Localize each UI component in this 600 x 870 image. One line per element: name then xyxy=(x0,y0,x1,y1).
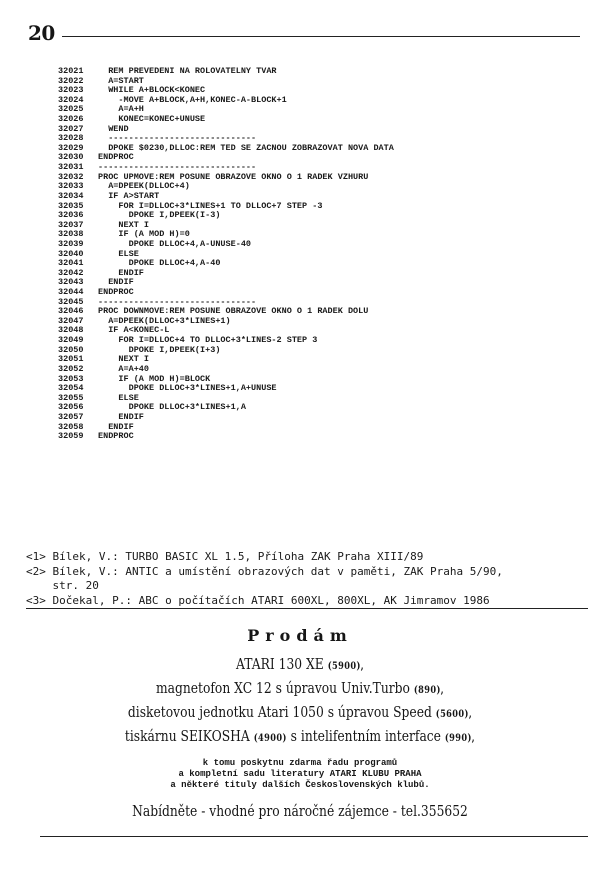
line-number: 32026 xyxy=(58,114,84,125)
code-text: DPOKE DLLOC+3*LINES+1,A xyxy=(98,402,246,413)
line-number: 32033 xyxy=(58,181,84,192)
code-text: A=DPEEK(DLLOC+3*LINES+1) xyxy=(98,315,231,326)
page-number: 20 xyxy=(28,21,55,45)
ad-item-price: (4900) xyxy=(253,733,287,744)
code-text: NEXT I xyxy=(98,219,150,230)
code-text: DPOKE DLLOC+3*LINES+1,A+UNUSE xyxy=(98,383,277,394)
line-number: 32030 xyxy=(58,152,84,163)
reference-line: str. 20 xyxy=(26,579,99,592)
line-number: 32021 xyxy=(58,66,84,76)
code-listing xyxy=(58,67,558,442)
code-text: WHILE A+BLOCK<KONEC xyxy=(98,85,206,96)
line-number: 32041 xyxy=(58,258,84,269)
ad-item-text: tiskárnu SEIKOSHA xyxy=(124,727,250,745)
code-text: ----------------------------- xyxy=(98,133,257,144)
line-number: 32057 xyxy=(58,411,84,422)
page-header xyxy=(28,22,580,44)
line-number: 32054 xyxy=(58,383,84,394)
code-text: IF (A MOD H)=BLOCK xyxy=(98,373,211,384)
ad-item-price: (890), xyxy=(413,685,445,696)
code-text: DPOKE DLLOC+4,A-UNUSE-40 xyxy=(98,238,252,249)
line-number: 32045 xyxy=(58,296,84,307)
code-text: ENDIF xyxy=(98,267,144,278)
line-number: 32028 xyxy=(58,133,84,144)
line-number: 32059 xyxy=(58,431,84,442)
code-text: ENDIF xyxy=(98,277,134,288)
line-number: 32050 xyxy=(58,344,84,355)
line-number: 32038 xyxy=(58,229,84,240)
code-text: WEND xyxy=(98,123,129,134)
ad-item-text: ATARI 130 XE xyxy=(235,655,324,673)
code-text: DPOKE $0230,DLLOC:REM TED SE ZACNOU ZOBRAZOVAT NOVA DATA xyxy=(98,142,394,153)
ad-note-line: a kompletní sadu literatury ATARI KLUBU PRAHA xyxy=(178,769,422,779)
ad-item-price: (990), xyxy=(444,733,476,744)
line-number: 32023 xyxy=(58,85,84,96)
ad-item-price: (5600), xyxy=(435,709,473,720)
code-text: -MOVE A+BLOCK,A+H,KONEC-A-BLOCK+1 xyxy=(98,94,287,105)
ad-item xyxy=(54,702,546,725)
line-number: 32034 xyxy=(58,190,84,201)
line-number: 32049 xyxy=(58,335,84,346)
line-number: 32043 xyxy=(58,277,84,288)
code-text: IF (A MOD H)=0 xyxy=(98,229,190,240)
code-text: ELSE xyxy=(98,392,139,403)
header-rule xyxy=(62,36,580,37)
ad-item-text: magnetofon XC 12 s úpravou Univ.Turbo xyxy=(155,679,410,697)
references-divider xyxy=(26,608,588,609)
code-text: DPOKE DLLOC+4,A-40 xyxy=(98,258,221,269)
code-text: A=START xyxy=(98,75,144,86)
ad-item xyxy=(54,654,546,677)
line-number: 32039 xyxy=(58,238,84,249)
line-number: 32052 xyxy=(58,363,84,374)
line-number: 32031 xyxy=(58,162,84,173)
line-number: 32032 xyxy=(58,171,84,182)
code-text: FOR I=DLLOC+3*LINES+1 TO DLLOC+7 STEP -3 xyxy=(98,200,323,211)
ad-note-line: a některé tituly dalších Československých klubů. xyxy=(170,780,430,790)
line-number: 32035 xyxy=(58,200,84,211)
code-text: DPOKE I,DPEEK(I+3) xyxy=(98,344,221,355)
code-text: REM PREVEDENI NA ROLOVATELNY TVAR xyxy=(98,66,277,76)
line-number: 32044 xyxy=(58,287,84,298)
code-text: ENDPROC xyxy=(98,152,134,163)
line-number: 32036 xyxy=(58,210,84,221)
line-number: 32047 xyxy=(58,315,84,326)
line-number: 32029 xyxy=(58,142,84,153)
line-number: 32051 xyxy=(58,354,84,365)
bottom-rule xyxy=(40,836,588,837)
code-text: A=A+H xyxy=(98,104,144,115)
line-number: 32037 xyxy=(58,219,84,230)
code-text: ENDIF xyxy=(98,411,144,422)
code-text: IF A>START xyxy=(98,190,160,201)
reference-line: <2> Bílek, V.: ANTIC a umístění obrazových dat v paměti, ZAK Praha 5/90, xyxy=(26,564,503,578)
line-number: 32022 xyxy=(58,75,84,86)
code-text: A=A+40 xyxy=(98,363,150,374)
code-text: ------------------------------- xyxy=(98,162,257,173)
code-text: KONEC=KONEC+UNUSE xyxy=(98,114,206,125)
code-text: ENDIF xyxy=(98,421,134,432)
reference-line: <1> Bílek, V.: TURBO BASIC XL 1.5, Příloha ZAK Praha XIII/89 xyxy=(26,550,424,563)
code-text: PROC UPMOVE:REM POSUNE OBRAZOVE OKNO O 1 RADEK VZHURU xyxy=(98,171,369,182)
line-number: 32055 xyxy=(58,392,84,403)
references-list xyxy=(26,550,586,608)
code-line xyxy=(58,115,558,125)
reference-line: <3> Dočekal, P.: ABC o počítačích ATARI 600XL, 800XL, AK Jimramov 1986 xyxy=(26,593,490,607)
line-number: 32046 xyxy=(58,306,84,317)
ad-item-text-tail: s intelifentním interface xyxy=(290,727,441,745)
line-number: 32024 xyxy=(58,94,84,105)
ad-note-line: k tomu poskytnu zdarma řadu programů xyxy=(202,758,398,768)
code-text: ENDPROC xyxy=(98,431,134,442)
ad-contact: Nabídněte - vhodné pro náročné zájemce - tel.355652 xyxy=(132,802,468,820)
code-text: FOR I=DLLOC+4 TO DLLOC+3*LINES-2 STEP 3 xyxy=(98,335,318,346)
code-text: ENDPROC xyxy=(98,287,134,298)
ad-item xyxy=(54,726,546,749)
ad-item-text: disketovou jednotku Atari 1050 s úpravou Speed xyxy=(127,703,432,721)
line-number: 32053 xyxy=(58,373,84,384)
code-text: NEXT I xyxy=(98,354,150,365)
line-number: 32025 xyxy=(58,104,84,115)
line-number: 32040 xyxy=(58,248,84,259)
code-line xyxy=(58,432,558,442)
line-number: 32042 xyxy=(58,267,84,278)
ad-item xyxy=(54,678,546,701)
line-number: 32027 xyxy=(58,123,84,134)
line-number: 32058 xyxy=(58,421,84,432)
ad-item-price: (5900), xyxy=(327,661,364,672)
code-text: ------------------------------- xyxy=(98,296,257,307)
line-number: 32056 xyxy=(58,402,84,413)
ad-title: Prodám xyxy=(247,626,353,645)
line-number: 32048 xyxy=(58,325,84,336)
code-text: PROC DOWNMOVE:REM POSUNE OBRAZOVE OKNO O 1 RADEK DOLU xyxy=(98,306,369,317)
code-text: ELSE xyxy=(98,248,139,259)
code-text: A=DPEEK(DLLOC+4) xyxy=(98,181,190,192)
code-text: IF A<KONEC-L xyxy=(98,325,170,336)
code-text: DPOKE I,DPEEK(I-3) xyxy=(98,210,221,221)
